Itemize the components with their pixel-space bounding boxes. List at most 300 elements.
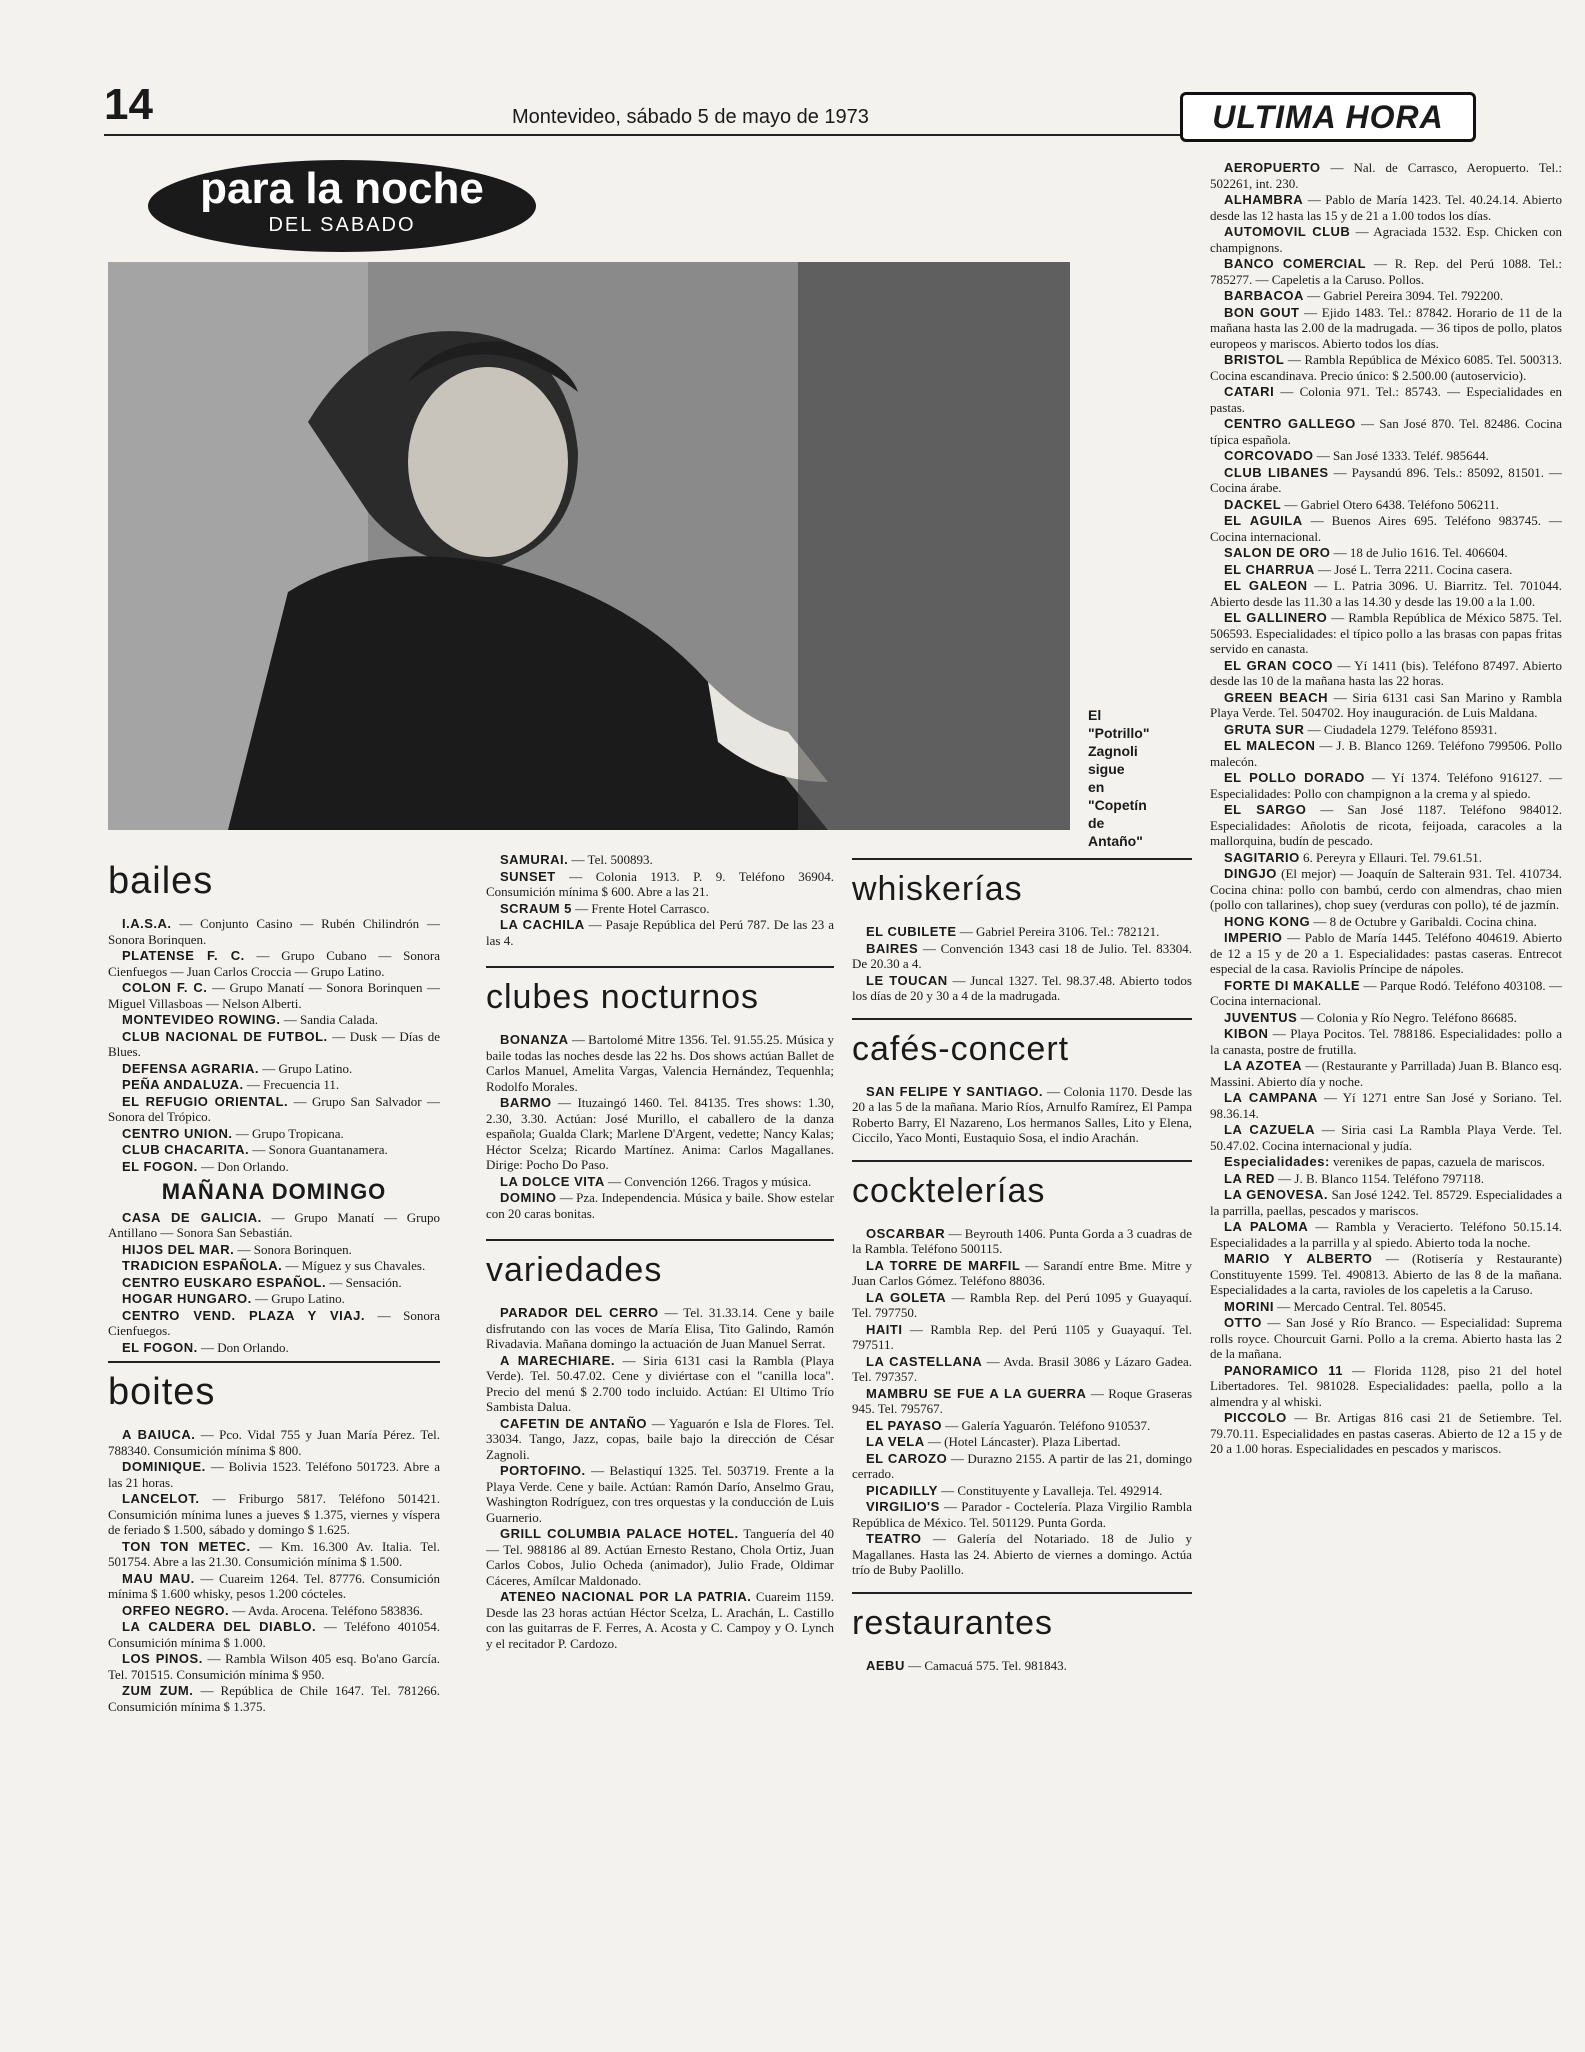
listing-text: — Camacuá 575. Tel. 981843. [908,1657,1067,1673]
listing-text: — Gabriel Otero 6438. Teléfono 506211. [1284,496,1500,512]
listing-entry [852,1290,1192,1321]
listing-text: — Rambla Rep. del Perú 1095 y Guayaquí. Tel. 797750. [852,1289,1192,1320]
listing-entry [486,1190,834,1221]
listing-entry [1210,610,1562,657]
newspaper-logo: ULTIMA HORA [1180,92,1476,142]
listing-entry [108,1210,440,1241]
listing-text: San José 1242. Tel. 85729. Especialidades a la parrilla, paellas, pescados y mariscos. [1210,1187,1563,1218]
listing-name: EL MALECON [1224,738,1316,753]
listing-entry [1210,352,1562,383]
listing-entry [486,1589,834,1651]
listing-text: — Rambla República de México 6085. Tel. 500313. Cocina escandinava. Precio único: $ 2.500.00 (autoservicio). [1210,352,1562,383]
listing-text: — L. Patria 3096. U. Biarritz. Tel. 701044. Abierto desde las 11.30 a las 14.30 y desde las 19.00 a la 1.00. [1210,578,1562,609]
listing-text: — Convención 1266. Tragos y música. [607,1173,812,1189]
listing-text: 6. Pereyra y Ellauri. Tel. 79.61.51. [1303,849,1483,865]
listing-entry [1210,1010,1562,1026]
listing-text: — Grupo Manatí — Grupo Antillano — Sonora San Sebastián. [108,1209,440,1240]
listing-name: HIJOS DEL MAR. [122,1241,235,1257]
listing-entry [486,1353,834,1415]
listing-entry [1210,497,1562,513]
listing-name: LA CALDERA DEL DIABLO. [122,1619,317,1634]
list-cocktelerias [852,1226,1192,1578]
listing-text: — Bartolomé Mitre 1356. Tel. 91.55.25. Música y baile todas las noches desde las 22 hs. Dos shows actúan Ballet de Carlos Manuel, Amelita Vargas, Valencia Hernández, Tequenhla; Rodolfo Morales. [486,1032,835,1094]
listing-name: PICADILLY [866,1482,938,1498]
listing-name: CENTRO VEND. PLAZA Y VIAJ. [122,1307,365,1323]
listing-text: — Grupo Cubano — Sonora Cienfuegos — Juan Carlos Croccia — Grupo Latino. [108,948,441,979]
listing-text: — Friburgo 5817. Teléfono 501421. Consumición mínima lunes a jueves $ 1.375, viernes y víspera de feriado $ 1.500, sábado y domingo $ 1.625. [108,1491,440,1537]
listing-entry [486,1305,834,1352]
dateline: Montevideo, sábado 5 de mayo de 1973 [512,106,869,128]
listing-text: — San José y Río Branco. — Especialidad: Suprema rolls royce. Chourcuit Garni. Pollo a la crema. Abierto hasta las 2 de la mañana. [1210,1315,1562,1361]
listing-text: — Yí 1374. Teléfono 916127. — Especialidades: Pollo con champignon a la crema y al spiedo. [1210,770,1563,801]
divider [108,1361,440,1363]
list-variedades [486,1305,834,1651]
listing-text: — Convención 1343 casi 18 de Julio. Tel. 83304. De 20.30 a 4. [852,940,1192,971]
listing-text: — Colonia 1170. Desde las 20 a las 5 de la mañana. Mario Ríos, Arnulfo Ramírez, El Pampa Roberto Barry, El Nazareno, Los hermanos Salles, Lito y Elena, Ciccilo, Yaco Monti, Eustaquio Sosa, el indio Arachán. [852,1083,1193,1145]
listing-name: OSCARBAR [866,1225,946,1241]
listing-text: — Colonia y Río Negro. Teléfono 86685. [1300,1009,1517,1025]
banner-subtitle: DEL SABADO [268,214,416,236]
listing-entry [1210,690,1562,721]
listing-entry [108,1126,440,1142]
listing-entry [486,1095,834,1173]
listing-entry [1210,1315,1562,1362]
listing-name: EL SARGO [1224,802,1307,817]
listing-entry [1210,1026,1562,1057]
listing-text: — Grupo San Salvador — Sonora del Trópico. [108,1093,440,1124]
listing-entry [852,1084,1192,1146]
listing-text: — Mercado Central. Tel. 80545. [1277,1298,1447,1314]
listing-name: SAMURAI. [500,852,569,867]
listing-text: — Yí 1411 (bis). Teléfono 87497. Abierto desde las 10 de la mañana hasta las 22 horas. [1210,657,1563,688]
listing-name: GRILL COLUMBIA PALACE HOTEL. [500,1526,739,1541]
divider [486,1239,834,1241]
listing-entry [108,1683,440,1714]
listing-entry [1210,722,1562,738]
listing-text: — Colonia 1913. P. 9. Teléfono 36904. Consumición mínima $ 600. Abre a las 21. [486,868,835,899]
listing-entry [852,973,1192,1004]
listing-text: — Grupo Latino. [255,1291,345,1306]
listing-text: — Constituyente y Lavalleja. Tel. 492914. [941,1482,1163,1498]
listing-text: — Agraciada 1532. Esp. Chicken con champignons. [1210,224,1562,255]
listing-name: BON GOUT [1224,304,1300,320]
listing-name: LA VELA [866,1434,925,1449]
listing-text: — Pablo de María 1423. Tel. 40.24.14. Abierto desde las 12 hasta las 15 y de 21 a 1.00 todos los días. [1210,192,1562,223]
listing-entry [486,1526,834,1588]
list-cafes [852,1084,1192,1146]
listing-entry [108,1012,440,1028]
listing-entry [852,1531,1192,1578]
listing-text: — Avda. Brasil 3086 y Lázaro Gadea. Tel. 797357. [852,1353,1192,1384]
listing-name: LA DOLCE VITA [500,1173,605,1189]
listing-entry [108,1159,440,1175]
listing-name: A BAIUCA. [122,1427,196,1442]
listing-name: VIRGILIO'S [866,1499,940,1514]
listing-text: — (Hotel Láncaster). Plaza Libertad. [927,1434,1121,1449]
listing-name: CLUB NACIONAL DE FUTBOL. [122,1028,328,1044]
listing-name: EL AGUILA [1224,513,1303,528]
listing-text: — Conjunto Casino — Rubén Chilindrón — Sonora Borinquen. [108,916,440,947]
listing-name: DOMINIQUE. [122,1459,206,1474]
section-title-manana-domingo: MAÑANA DOMINGO [161,1179,387,1204]
column-3 [852,852,1192,1674]
section-title-boites: boites [108,1371,216,1413]
listing-entry [108,916,440,947]
listing-text: — Siria casi La Rambla Playa Verde. Tel. 50.47.02. Cocina internacional y judía. [1210,1122,1562,1153]
listing-text: — J. B. Blanco 1154. Teléfono 797118. [1278,1170,1485,1186]
column-1 [108,852,440,1715]
listing-text: — Galería Yaguarón. Teléfono 910537. [945,1417,1151,1433]
listing-entry [108,1603,440,1619]
list-noche-extra [486,852,834,948]
listing-entry [852,1418,1192,1434]
divider [486,966,834,968]
listing-text: — Siria 6131 casi la Rambla (Playa Verde). Tel. 50.47.02. Cene y diviértase con el "canilla loca". Precio del menú $ 2.700 todo incluido. Actúan: El Ultimo Trío Sambista Dalua. [486,1352,835,1414]
listing-text: — Don Orlando. [201,1339,289,1355]
listing-name: BANCO COMERCIAL [1224,256,1367,271]
listing-name: FORTE DI MAKALLE [1224,977,1361,993]
listing-name: CLUB LIBANES [1224,464,1329,480]
listing-text: — Br. Artigas 816 casi 21 de Setiembre. Tel. 79.70.11. Especialidades en pastas caseras. Abierto de 12 a 15 y de 20 a 1.00 horas. Especialidades en pescados y mariscos. [1210,1410,1563,1456]
listing-name: EL GRAN COCO [1224,657,1334,673]
listing-entry [108,1061,440,1077]
list-manana [108,1210,440,1356]
divider [852,1018,1192,1020]
listing-entry [1210,850,1562,866]
listing-text: — Gabriel Pereira 3094. Tel. 792200. [1307,288,1504,303]
listing-name: ATENEO NACIONAL POR LA PATRIA. [500,1589,752,1604]
listing-entry [108,1308,440,1339]
listing-name: JUVENTUS [1224,1009,1298,1025]
listing-name: PARADOR DEL CERRO [500,1305,659,1320]
listing-name: EL FOGON. [122,1339,198,1355]
listing-name: BONANZA [500,1032,569,1047]
listing-name: DACKEL [1224,496,1282,512]
listing-entry [1210,930,1562,977]
divider [852,1160,1192,1162]
listing-entry [1210,1410,1562,1457]
listing-entry [486,1174,834,1190]
listing-text: — República de Chile 1647. Tel. 781266. Consumición mínima $ 1.375. [108,1683,440,1714]
listing-text: — Sonora Guantanamera. [252,1142,388,1157]
listing-name: CASA DE GALICIA. [122,1209,262,1225]
listing-entry [108,1291,440,1307]
listing-text: — Beyrouth 1406. Punta Gorda a 3 cuadras de la Rambla. Teléfono 500115. [852,1225,1192,1256]
listing-text: (El mejor) — Joaquín de Salterain 931. Tel. 410734. Cocina china: pollo con bambú, cerdo con almendras, chao mien (pollo con tallarines), chop suey (verduras con pollo), té de jazmín. [1210,866,1563,912]
section-title-restaurantes: restaurantes [852,1603,1053,1642]
listing-name: TRADICION ESPAÑOLA. [122,1258,283,1273]
listing-text: — Pco. Vidal 755 y Juan María Pérez. Tel. 788340. Consumición mínima $ 800. [108,1427,440,1458]
listing-text: Tanguería del 40 — Tel. 988186 al 89. Actúan Ernesto Restano, Chola Ortiz, Juan Carlos Cobos, Julio Ocheda (animador), Julio Frade, Oldimar Cáceres, Amílcar Maldonado. [486,1526,834,1588]
listing-name: GRUTA SUR [1224,721,1305,737]
listing-entry [1210,288,1562,304]
listing-text: — Ituzaingó 1460. Tel. 84135. Tres shows: 1.30, 2.30, 3.30. Actúan: José Murillo, el caballero de la danza española; Gualda Clark; Marlene D'Argent, vedette; Nancy Kalas; Héctor Scelza; Ricardo Martínez. Anima: Carlos Magallanes. Dirige: Pocho Do Paso. [486,1095,834,1172]
listing-name: PLATENSE F. C. [122,948,245,963]
list-boites [108,1427,440,1714]
listing-entry [852,1658,1192,1674]
listing-text: — Playa Pocitos. Tel. 788186. Especialidades: pollo a la canasta, postre de frutilla. [1210,1026,1563,1057]
listing-name: PEÑA ANDALUZA. [122,1077,244,1092]
listing-name: LA CASTELLANA [866,1353,983,1369]
listing-entry [486,901,834,917]
banner-title: para la noche [200,164,484,213]
photo [108,262,1070,830]
listing-entry [1210,1363,1562,1410]
listing-text: — R. Rep. del Perú 1088. Tel.: 785277. — Capeletis a la Caruso. Pollos. [1210,256,1562,287]
listing-text: — 8 de Octubre y Garibaldi. Cocina china. [1313,913,1537,929]
listing-name: LA AZOTEA [1224,1058,1303,1073]
listing-entry [108,1340,440,1356]
listing-entry [1210,1299,1562,1315]
listing-text: — Siria 6131 casi San Marino y Rambla Playa Verde. Tel. 504702. Hoy inauguración. de Luis Maldana. [1210,689,1563,720]
listing-name: GREEN BEACH [1224,689,1329,705]
listing-name: CENTRO EUSKARO ESPAÑOL. [122,1274,327,1290]
listing-text: — Belastiquí 1325. Tel. 503719. Frente a la Playa Verde. Cene y baile. Actúan: Ramón Darío, Anselmo Grau, Washington Rodríguez, con tres orquestas y la conducción de Luis Guarnerio. [486,1463,835,1525]
listing-name: EL PAYASO [866,1417,943,1433]
listing-entry [1210,1251,1562,1298]
listing-text: — Míguez y sus Chavales. [285,1258,426,1273]
listing-name: CAFETIN DE ANTAÑO [500,1415,648,1431]
listing-text: — Dusk — Días de Blues. [108,1028,440,1059]
listing-name: BARBACOA [1224,288,1304,303]
listing-entry [108,1539,440,1570]
section-title-whiskerias: whiskerías [852,870,1023,908]
listing-entry [852,1258,1192,1289]
listing-text: — Nal. de Carrasco, Aeropuerto. Tel.: 502261, int. 230. [1210,160,1562,191]
listing-text: — Don Orlando. [201,1158,289,1174]
listing-name: LA CAZUELA [1224,1122,1315,1137]
listing-entry [1210,256,1562,287]
listing-name: AEROPUERTO [1224,160,1321,175]
listing-entry [1210,384,1562,415]
listing-entry [108,1242,440,1258]
listing-name: LA RED [1224,1170,1275,1186]
listing-name: I.A.S.A. [122,916,172,931]
listing-entry [108,1571,440,1602]
listing-entry [108,1619,440,1650]
listing-name: BARMO [500,1095,552,1110]
listing-name: MONTEVIDEO ROWING. [122,1012,281,1027]
listing-name: TON TON METEC. [122,1538,251,1554]
listing-text: — Gabriel Pereira 3106. Tel.: 782121. [959,924,1160,939]
listing-entry [108,1029,440,1060]
listing-entry [1210,658,1562,689]
section-banner [148,160,536,252]
listing-name: EL POLLO DORADO [1224,770,1365,785]
listing-name: PANORAMICO 11 [1224,1362,1343,1378]
listing-entry [1210,465,1562,496]
listing-entry [1210,1154,1562,1170]
listing-name: LA CAMPANA [1224,1090,1318,1105]
listing-entry [1210,770,1562,801]
listing-text: — Sonora Borinquen. [237,1241,352,1257]
listing-entry [1210,305,1562,352]
listing-text: verenikes de papas, cazuela de mariscos. [1333,1154,1545,1169]
listing-text: — Frente Hotel Carrasco. [575,900,710,916]
listing-entry [108,980,440,1011]
listing-text: — Sonora Cienfuegos. [108,1307,440,1338]
listing-text: — Frecuencia 11. [246,1077,340,1092]
listing-name: LA PALOMA [1224,1219,1309,1234]
listing-entry [852,941,1192,972]
listing-text: — Sarandí entre Bme. Mitre y Juan Carlos Gómez. Teléfono 88036. [852,1257,1193,1288]
listing-entry [108,1258,440,1274]
listing-entry [486,852,834,868]
section-title-clubes-nocturnos: clubes nocturnos [486,978,760,1016]
listing-entry [108,1459,440,1490]
column-4 [1210,160,1562,1458]
listing-name: MORINI [1224,1298,1274,1314]
listing-text: — Paysandú 896. Tels.: 85092, 81501. — Cocina árabe. [1210,464,1563,495]
listing-text: — Pasaje República del Perú 787. De las 23 a las 4. [486,917,835,948]
listing-name: ORFEO NEGRO. [122,1602,230,1618]
listing-text: — Pza. Independencia. Música y baile. Show estelar con 20 caras bonitas. [486,1190,835,1221]
listing-text: — Buenos Aires 695. Teléfono 983745. — Cocina internacional. [1210,513,1562,544]
listing-entry [852,1386,1192,1417]
listing-text: — Rambla y Veracierto. Teléfono 50.15.14. Especialidades a la parrilla y al spiedo. Abierto toda la noche. [1210,1219,1563,1250]
listing-name: LA GOLETA [866,1289,947,1305]
listing-entry [108,1651,440,1682]
listing-name: ZUM ZUM. [122,1683,194,1698]
listing-name: DOMINO [500,1190,557,1205]
listing-text: — Rambla Wilson 405 esq. Bo'ano García. Tel. 701515. Consumición mínima $ 950. [108,1651,441,1682]
listing-text: — Avda. Arocena. Teléfono 583836. [232,1602,423,1618]
listing-name: LA TORRE DE MARFIL [866,1257,1021,1273]
listing-name: MAU MAU. [122,1570,195,1586]
section-title-variedades: variedades [486,1251,663,1289]
listing-text: — Teléfono 401054. Consumición mínima $ 1.000. [108,1619,440,1650]
listing-entry [1210,802,1562,849]
listing-entry [1210,448,1562,464]
listing-entry [852,1483,1192,1499]
listing-name: CENTRO UNION. [122,1125,233,1141]
listing-entry [1210,866,1562,913]
listing-name: A MARECHIARE. [500,1352,615,1368]
listing-name: HOGAR HUNGARO. [122,1291,252,1306]
listing-text: — Cuareim 1264. Tel. 87776. Consumición mínima $ 1.600 whisky, pesos 1.200 cócteles. [108,1570,441,1601]
listing-name: EL CAROZO [866,1450,948,1466]
listing-text: — (Rotisería y Restaurante) Constituyente 1599. Tel. 490813. Abierto de las 8 de la mañana. Especialidades a la carta, ravioles de los capeletis a la Caruso. [1210,1251,1562,1297]
listing-text: — Grupo Tropicana. [235,1125,344,1141]
listing-entry [108,1142,440,1158]
listing-name: EL CHARRUA [1224,561,1315,577]
listing-name: LANCELOT. [122,1491,200,1506]
listing-name: DEFENSA AGRARIA. [122,1060,260,1076]
listing-entry [1210,578,1562,609]
listing-name: KIBON [1224,1026,1269,1041]
divider [852,1592,1192,1594]
listing-entry [486,1416,834,1463]
listing-text: — Sandia Calada. [283,1012,378,1027]
listing-text: — Yí 1271 entre San José y Soriano. Tel. 98.36.14. [1210,1090,1563,1121]
section-title-cocktelerias: cocktelerías [852,1171,1046,1210]
listing-entry [486,1032,834,1094]
listing-entry [852,1322,1192,1353]
listing-entry [1210,1122,1562,1153]
listing-name: SCRAUM 5 [500,900,572,916]
listing-name: Especialidades: [1224,1154,1330,1169]
listing-entry [108,1491,440,1538]
listing-text: — Rambla Rep. del Perú 1105 y Guayaquí. Tel. 797511. [852,1321,1193,1352]
listing-entry [1210,1090,1562,1121]
listing-text: — (Restaurante y Parrillada) Juan B. Blanco esq. Massini. Abierto día y noche. [1210,1058,1562,1089]
page-number: 14 [104,80,153,129]
list-bailes [108,916,440,1174]
listing-text: — Sensación. [329,1274,402,1290]
listing-entry [852,1434,1192,1450]
listing-text: — Pablo de María 1445. Teléfono 404619. Abierto de 12 a 15 y de 20 a 1. Especialidades: pastas caseras. Entrecot especial de la casa. Raviolis Príncipe de nápoles. [1210,930,1563,976]
listing-name: EL GALEON [1224,578,1308,593]
listing-entry [852,1499,1192,1530]
listing-name: OTTO [1224,1315,1262,1330]
listing-name: BAIRES [866,940,919,956]
listing-text: — Tel. 500893. [571,852,653,867]
section-title-cafes-concert: cafés-concert [852,1029,1070,1068]
listing-entry [1210,160,1562,191]
listing-entry [1210,1187,1562,1218]
listing-entry [1210,1219,1562,1250]
listing-entry [852,1226,1192,1257]
listing-entry [1210,914,1562,930]
listing-name: AEBU [866,1657,905,1673]
listing-name: SUNSET [500,868,556,884]
listing-text: — 18 de Julio 1616. Tel. 406604. [1333,545,1508,560]
listing-name: MARIO Y ALBERTO [1224,1251,1373,1266]
listing-name: ALHAMBRA [1224,192,1304,207]
listing-entry [1210,416,1562,447]
listing-entry [1210,513,1562,544]
list-whiskerias [852,924,1192,1004]
listing-entry [1210,738,1562,769]
listing-name: AUTOMOVIL CLUB [1224,224,1351,239]
listing-name: CENTRO GALLEGO [1224,416,1356,431]
divider [852,858,1192,860]
listing-name: LE TOUCAN [866,972,948,988]
listing-name: TEATRO [866,1531,922,1546]
listing-name: HAITI [866,1321,903,1337]
listing-name: CORCOVADO [1224,448,1314,463]
listing-text: — Colonia 971. Tel.: 85743. — Especialidades en pastas. [1210,384,1562,415]
listing-entry [1210,224,1562,255]
listing-entry [486,917,834,948]
listing-name: SALON DE ORO [1224,545,1331,560]
listing-text: — San José 1333. Teléf. 985644. [1316,448,1489,463]
listing-entry [1210,545,1562,561]
listing-name: BRISTOL [1224,352,1285,367]
listing-text: — San José 870. Tel. 82486. Cocina típica española. [1210,416,1563,447]
listing-text: — J. B. Blanco 1269. Teléfono 799506. Pollo malecón. [1210,738,1563,769]
listing-text: — Durazno 2155. A partir de las 21, domingo cerrado. [852,1450,1192,1481]
listing-name: CATARI [1224,384,1275,399]
listing-name: PICCOLO [1224,1410,1287,1425]
listing-name: HONG KONG [1224,913,1311,929]
listing-entry [486,869,834,900]
listing-name: EL REFUGIO ORIENTAL. [122,1093,289,1109]
listing-entry [108,1427,440,1458]
listing-entry [1210,1171,1562,1187]
list-restaurantes [852,1658,1192,1674]
listing-text: — San José 1187. Teléfono 984012. Especialidades: Añolotis de ricota, feijoada, caracoles a la mallorquina, budín de pescado. [1210,802,1562,848]
listing-entry [1210,192,1562,223]
listing-name: LA CACHILA [500,917,585,932]
listing-text: — Galería del Notariado. 18 de Julio y Magallanes. Hasta las 24. Abierto de viernes a domingo. Actúa trío de Buby Paolillo. [852,1531,1192,1577]
listing-entry [486,1463,834,1525]
listing-entry [108,1094,440,1125]
section-title-bailes: bailes [108,860,214,902]
listing-name: COLON F. C. [122,980,208,995]
list-restaurantes-cont [1210,160,1562,1457]
listing-text: — Grupo Latino. [262,1060,353,1076]
